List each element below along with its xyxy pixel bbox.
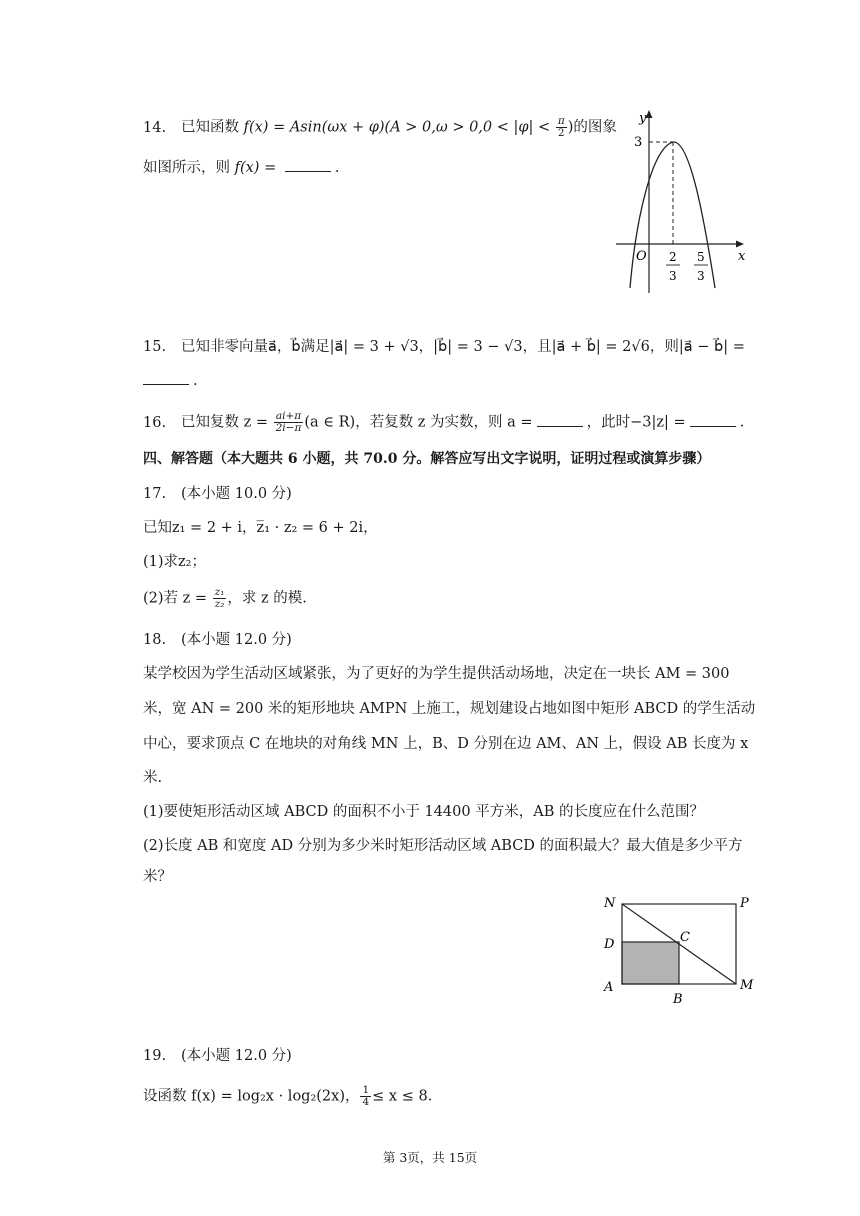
q14-line1: [143, 116, 617, 139]
q18-figure: [598, 890, 758, 1010]
q17-score: (本小题 10.0 分): [181, 486, 292, 502]
q19-header: [143, 1045, 292, 1067]
q19-score: (本小题 12.0 分): [181, 1048, 292, 1064]
q14-x-tick2-den: 3: [697, 269, 705, 283]
q14-x-label: x: [738, 249, 746, 264]
q18-label-A: A: [604, 980, 614, 995]
q17-given: 已知z₁ = 2 + i，z̅₁ · z₂ = 6 + 2i，: [143, 520, 378, 536]
q14-x-tick1-den: 3: [669, 269, 677, 283]
q18-label-C: C: [680, 930, 690, 945]
q18-body-line1: 某学校因为学生活动区域紧张，为了更好的为学生提供活动场地，决定在一块长 AM = 300: [143, 666, 730, 682]
q16-end: .: [739, 414, 745, 431]
q18-part2-line2: 米？: [143, 869, 172, 885]
q18-label-N: N: [604, 896, 616, 911]
q16-text-c: ，此时−3|z| =: [586, 414, 686, 431]
q19-body: [143, 1085, 432, 1108]
q16-text-b: (a ∈ R)，若复数 z 为实数，则 a =: [304, 414, 533, 431]
q16-line: [143, 411, 744, 434]
q14-fraction: $\frac{\pi}{2}$: [557, 115, 565, 139]
q14-answer-blank[interactable]: [285, 157, 331, 172]
q14-origin-label: O: [636, 249, 647, 264]
q18-part2-line1: (2)长度 AB 和宽度 AD 分别为多少米时矩形活动区域 ABCD 的面积最大？最大值是多少平方: [143, 838, 743, 854]
q16-answer-blank-z[interactable]: [690, 412, 736, 427]
q17-number: 17.: [143, 486, 167, 502]
q15-answer-blank[interactable]: [143, 370, 189, 385]
q15-line2: [143, 370, 198, 392]
q17-header: [143, 483, 292, 505]
q15-line1: [143, 336, 745, 358]
q16-fraction: $\frac{ai+\pi}{2i-\pi}$: [275, 410, 302, 434]
q16-text-a: 已知复数 z =: [181, 414, 273, 431]
q16-answer-blank-a[interactable]: [537, 412, 583, 427]
q17-part2-text-b: ，求 z 的模.: [227, 590, 307, 607]
q17-fraction: $\frac{\text{z₁}}{\text{z₂}}$: [214, 586, 225, 610]
q15-text: 已知非零向量a⃗，b⃗满足|a⃗| = 3 + √3，|b⃗| = 3 − √3，且|a⃗ + b⃗| = 2√6，则|a⃗ − b⃗| =: [181, 339, 745, 355]
q14-line2-func: f(x) =: [234, 160, 281, 176]
q19-text-a: 设函数 f(x) = log₂x · log₂(2x)，: [143, 1088, 360, 1105]
q17-part2: [143, 587, 307, 610]
page-footer: 第 3页，共 15页: [382, 1150, 478, 1165]
q18-number: 18.: [143, 632, 167, 648]
section-header: 四、解答题（本大题共 6 小题，共 70.0 分。解答应写出文字说明，证明过程或演算步骤）: [143, 451, 711, 467]
q14-formula: f(x) = Asin(ωx + φ)(A > 0,ω > 0,0 < |φ| <: [243, 119, 555, 136]
q18-shaded-rect: [622, 942, 679, 984]
q18-body-line4: 米.: [143, 770, 163, 786]
q18-part1: (1)要使矩形活动区域 ABCD 的面积不小于 14400 平方米，AB 的长度应在什么范围？: [143, 804, 704, 820]
q18-label-M: M: [740, 978, 754, 993]
q14-text-a: 已知函数: [181, 119, 244, 136]
q18-header: [143, 629, 292, 651]
q15-number: 15.: [143, 339, 167, 355]
q16-number: 16.: [143, 414, 167, 431]
q14-line2-end: .: [334, 160, 340, 176]
q18-body-line3: 中心，要求顶点 C 在地块的对角线 MN 上，B、D 分别在边 AM、AN 上，假设 AB 长度为 x: [143, 736, 749, 752]
q14-graph: [612, 108, 762, 308]
q19-fraction: $\frac{1}{4}$: [362, 1084, 370, 1108]
q19-number: 19.: [143, 1048, 167, 1064]
q14-text-b: )的图象: [567, 119, 617, 136]
q14-x-tick1-num: 2: [669, 250, 677, 264]
q14-number: 14.: [143, 119, 167, 136]
q19-text-b: ≤ x ≤ 8.: [372, 1088, 433, 1105]
q17-part1: (1)求z₂；: [143, 554, 206, 570]
q14-x-tick2-num: 5: [697, 250, 705, 264]
q18-label-D: D: [604, 937, 615, 952]
q18-label-B: B: [673, 992, 683, 1007]
q17-part2-text-a: (2)若 z =: [143, 590, 212, 607]
q15-end: .: [193, 373, 198, 389]
q14-y-tick-label: 3: [634, 135, 643, 150]
q18-label-P: P: [740, 896, 749, 911]
q14-line2: [143, 157, 339, 179]
q18-body-line2: 米，宽 AN = 200 米的矩形地块 AMPN 上施工，规划建设占地如图中矩形 ABCD 的学生活动: [143, 701, 756, 717]
q14-line2-text: 如图所示，则: [143, 160, 235, 176]
q14-y-label: y: [639, 111, 647, 126]
q18-score: (本小题 12.0 分): [181, 632, 292, 648]
